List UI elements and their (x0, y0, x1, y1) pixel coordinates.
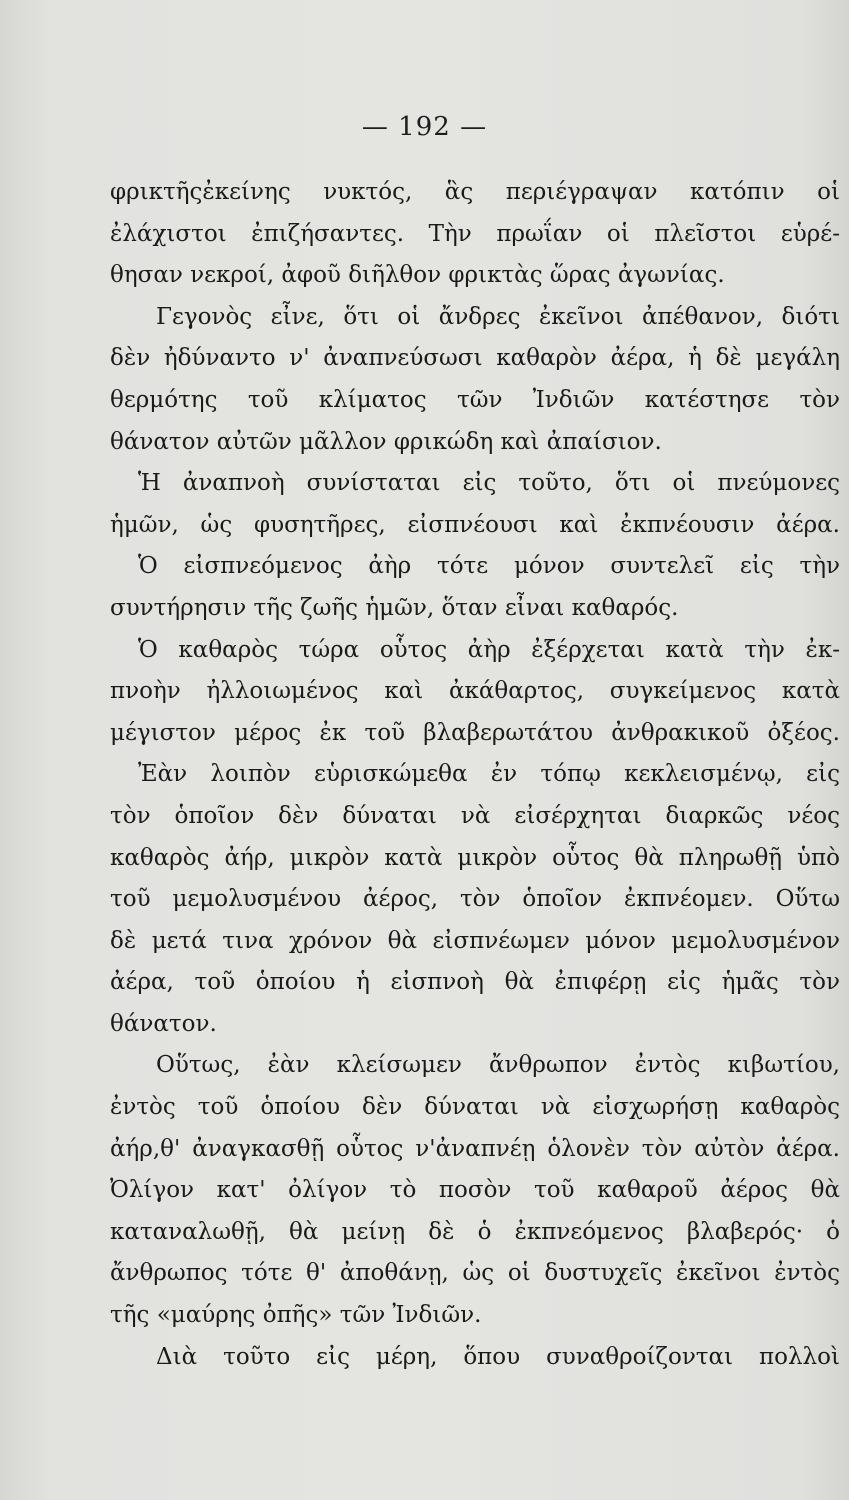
text-line: πνοὴν ἠλλοιωμένος καὶ ἀκάθαρτος, συγκείμενος κατὰ (110, 678, 840, 705)
text-line: τοῦ μεμολυσμένου ἀέρος, τὸν ὁποῖον ἐκπνέομεν. Οὕτω (110, 886, 840, 913)
text-line: ἄνθρωπος τότε θ' ἀποθάνῃ, ὡς οἱ δυστυχεῖς ἐκεῖνοι ἐντὸς (110, 1260, 840, 1287)
text-line: θερμότης τοῦ κλίματος τῶν Ἰνδιῶν κατέστησε τὸν (110, 386, 840, 413)
text-line: ἐντὸς τοῦ ὁποίου δὲν δύναται νὰ εἰσχωρήσῃ καθαρὸς (110, 1094, 840, 1121)
text-line: Ὀλίγον κατ' ὀλίγον τὸ ποσὸν τοῦ καθαροῦ ἀέρος θὰ (110, 1177, 840, 1204)
page-number: — 192 — (361, 112, 488, 142)
text-line: ἀέρα, τοῦ ὁποίου ἡ εἰσπνοὴ θὰ ἐπιφέρῃ εἰς ἡμᾶς τὸν (110, 969, 840, 996)
text-line: Διὰ τοῦτο εἰς μέρη, ὅπου συναθροίζονται πολλοὶ (156, 1343, 840, 1370)
text-line: ἐλάχιστοι ἐπιζήσαντες. Τὴν πρωΐαν οἱ πλεῖστοι εὑρέ- (110, 220, 840, 247)
text-line: δὲ μετά τινα χρόνον θὰ εἰσπνέωμεν μόνον μεμολυσμένον (110, 927, 840, 954)
text-line: Οὕτως, ἐὰν κλείσωμεν ἄνθρωπον ἐντὸς κιβωτίου, (156, 1052, 840, 1079)
text-line: Ἡ ἀναπνοὴ συνίσταται εἰς τοῦτο, ὅτι οἱ πνεύμονες (138, 470, 840, 497)
text-line: φρικτῆςἐκείνης νυκτός, ἃς περιέγραψαν κατόπιν οἱ (110, 179, 840, 205)
text-line: καταναλωθῇ, θὰ μείνῃ δὲ ὁ ἐκπνεόμενος βλαβερός· ὁ (110, 1218, 840, 1245)
text-line: τὸν ὁποῖον δὲν δύναται νὰ εἰσέρχηται διαρκῶς νέος (110, 802, 840, 829)
text-line: καθαρὸς ἀήρ, μικρὸν κατὰ μικρὸν οὗτος θὰ πληρωθῇ ὑπὸ (110, 844, 840, 871)
text-line: Γεγονὸς εἶνε, ὅτι οἱ ἄνδρες ἐκεῖνοι ἀπέθανον, διότι (156, 303, 840, 330)
text-line: Ὁ εἰσπνεόμενος ἀὴρ τότε μόνον συντελεῖ εἰς τὴν (138, 553, 840, 580)
text-line: ἡμῶν, ὡς φυσητῆρες, εἰσπνέουσι καὶ ἐκπνέουσιν ἀέρα. (110, 511, 840, 538)
text-line: θάνατον αὐτῶν μᾶλλον φρικώδη καὶ ἀπαίσιον. (110, 428, 662, 455)
text-line: ἀήρ,θ' ἀναγκασθῇ οὗτος ν'ἀναπνέῃ ὁλονὲν τὸν αὐτὸν ἀέρα. (110, 1135, 840, 1162)
text-line: θάνατον. (110, 1010, 217, 1037)
text-line: θησαν νεκροί, ἀφοῦ διῆλθον φρικτὰς ὥρας ἀγωνίας. (110, 262, 725, 289)
text-line: τῆς «μαύρης ὀπῆς» τῶν Ἰνδιῶν. (110, 1302, 482, 1329)
text-line: Ὁ καθαρὸς τώρα οὗτος ἀὴρ ἐξέρχεται κατὰ τὴν ἐκ- (138, 636, 840, 663)
text-line: μέγιστον μέρος ἐκ τοῦ βλαβερωτάτου ἀνθρακικοῦ ὀξέος. (110, 719, 840, 746)
text-line: συντήρησιν τῆς ζωῆς ἡμῶν, ὅταν εἶναι καθαρός. (110, 594, 679, 621)
text-line: Ἐὰν λοιπὸν εὑρισκώμεθα ἐν τόπῳ κεκλεισμένῳ, εἰς (138, 761, 840, 788)
text-line: δὲν ἠδύναντο ν' ἀναπνεύσωσι καθαρὸν ἀέρα, ἡ δὲ μεγάλη (110, 345, 840, 372)
body-text (110, 172, 849, 1378)
